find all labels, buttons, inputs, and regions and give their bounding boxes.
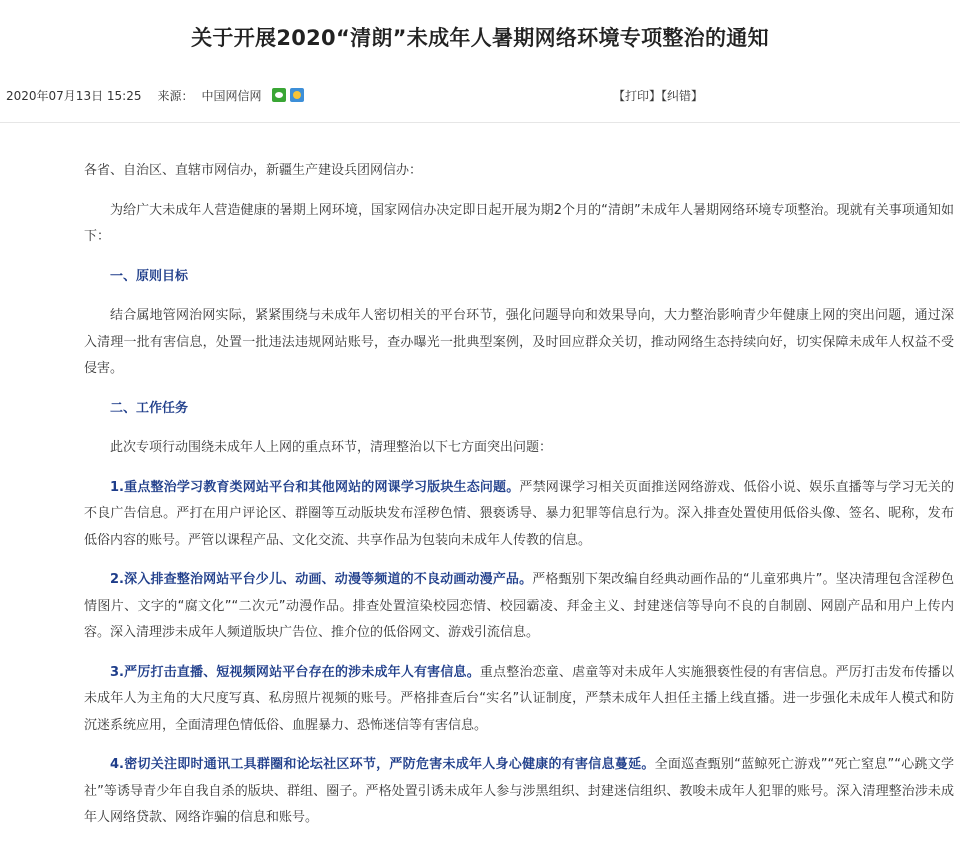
section-paragraph: 此次专项行动围绕未成年人上网的重点环节，清理整治以下七方面突出问题： [110,440,553,455]
article-tools [613,87,703,104]
publish-datetime: 2020年07月13日 15:25 [6,88,142,103]
task-item-lead: 2.深入排查整治网站平台少儿、动画、动漫等频道的不良动画动漫产品。 [110,572,533,587]
header-divider [0,122,960,123]
task-item-text: 全面巡查甄别“蓝鲸死亡游戏”“死亡窒息”“心跳文学社”等诱导青少年自我自杀的版块、群组、圈子。严格处置引诱未成年人参与涉黑组织、封建迷信组织、教唆未成年人犯罪的账号。深入清理整治涉未成年人网络贷款、网络诈骗的信息和账号。 [84,757,954,825]
section-heading: 一、原则目标 [110,268,189,284]
task-item [84,660,954,740]
intro-paragraph: 为给广大未成年人营造健康的暑期上网环境，国家网信办决定即日起开展为期2个月的“清朗”未成年人暑期网络环境专项整治。现就有关事项通知如下： [84,202,954,244]
source-label: 来源： [157,88,194,103]
task-item-lead: 1.重点整治学习教育类网站平台和其他网站的网课学习版块生态问题。 [110,479,520,495]
task-item-lead: 3.严厉打击直播、短视频网站平台存在的涉未成年人有害信息。 [110,664,480,680]
task-item-text: 严禁网课学习相关页面推送网络游戏、低俗小说、娱乐直播等与学习无关的不良广告信息。严打在用户评论区、群圈等互动版块发布淫秽色情、猥亵诱导、暴力犯罪等信息行为。深入排查处置使用低俗头像、签名、昵称，发布低俗内容的账号。严管以课程产品、文化交流、共享作品为包装向未成年人传教的信息。 [84,479,954,548]
print-link[interactable]: 【打印】 [613,89,662,103]
task-item [84,752,954,832]
task-item-text: 严格甄别下架改编自经典动画作品的“儿童邪典片”。坚决清理包含淫秽色情图片、文字的“腐文化”“二次元”动漫作品。排查处置渲染校园恋情、校园霸凌、拜金主义、封建迷信等导向不良的自制剧、网剧产品和用户上传内容。深入清理涉未成年人频道版块广告位、推介位的低俗网文、游戏引流信息。 [84,572,954,640]
correction-link[interactable]: 【纠错】 [661,89,704,103]
salutation: 各省、自治区、直辖市网信办，新疆生产建设兵团网信办： [84,163,423,178]
task-item [84,567,954,647]
article-title: 关于开展2020“清朗”未成年人暑期网络环境专项整治的通知 [191,26,769,50]
task-item-text: 重点整治恋童、虐童等对未成年人实施猥亵性侵的有害信息。严厉打击发布传播以未成年人为主角的大尺度写真、私房照片视频的账号。严格排查后台“实名”认证制度，严禁未成年人担任主播上线直播。进一步强化未成年人模式和防沉迷系统应用，全面清理色情低俗、血腥暴力、恐怖迷信等有害信息。 [84,664,954,733]
weibo-icon[interactable] [290,88,304,102]
article-meta [6,87,304,103]
source-name: 中国网信网 [201,88,262,103]
task-item-lead: 4.密切关注即时通讯工具群圈和论坛社区环节，严防危害未成年人身心健康的有害信息蔓延。 [110,757,655,772]
section-paragraph: 结合属地管网治网实际，紧紧围绕与未成年人密切相关的平台环节，强化问题导向和效果导向，大力整治影响青少年健康上网的突出问题，通过深入清理一批有害信息，处置一批违法违规网站账号，查办曝光一批典型案例，及时回应群众关切，推动网络生态持续向好，切实保障未成年人权益不受侵害。 [84,308,954,376]
section-heading: 二、工作任务 [110,400,189,416]
wechat-icon[interactable] [272,88,286,102]
article-body [84,158,954,845]
task-item [84,475,954,555]
share-buttons [272,88,304,102]
